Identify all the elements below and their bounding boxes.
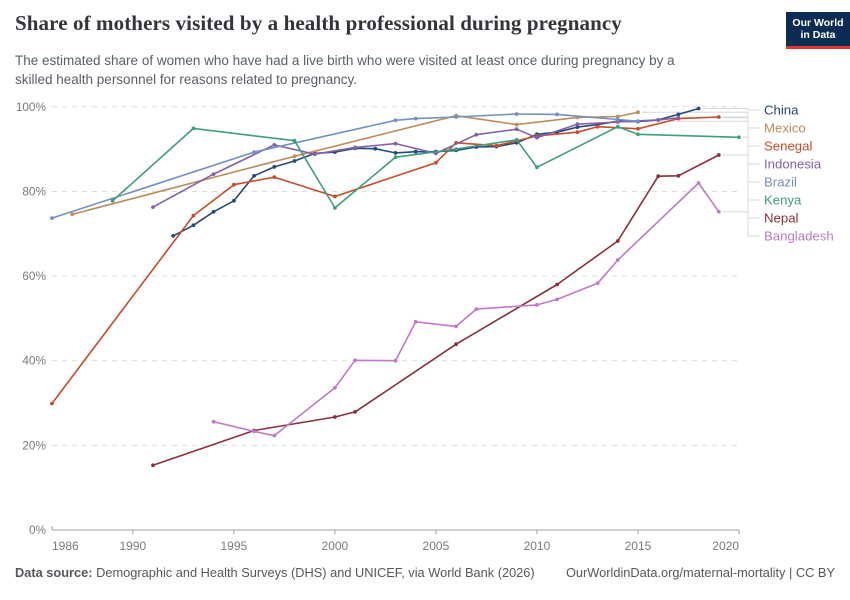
owid-credit-link[interactable]: OurWorldinData.org/maternal-mortality | CC BY <box>565 565 835 580</box>
y-tick-label: 40% <box>22 353 46 368</box>
y-tick-label: 60% <box>22 269 46 284</box>
data-point <box>656 174 660 178</box>
data-point <box>656 118 660 122</box>
series-china <box>171 107 700 238</box>
series-bangladesh <box>212 181 721 437</box>
x-tick-label: 1990 <box>119 539 147 553</box>
subtitle-line-1: The estimated share of women who have had a live birth who were visited at least once during pregnancy by a <box>15 53 675 68</box>
chart-footer <box>15 565 835 580</box>
data-point <box>212 172 216 176</box>
series-mexico <box>70 110 640 216</box>
data-point <box>333 386 337 390</box>
series-line <box>72 112 638 214</box>
y-tick-label: 20% <box>22 438 46 453</box>
data-point <box>353 410 357 414</box>
data-point <box>535 303 539 307</box>
data-point <box>555 298 559 302</box>
data-point <box>333 415 337 419</box>
data-point <box>616 258 620 262</box>
data-point <box>373 147 377 151</box>
data-point <box>252 150 256 154</box>
legend-item-senegal[interactable]: Senegal <box>764 138 813 154</box>
data-point <box>697 181 701 185</box>
legend-item-indonesia[interactable]: Indonesia <box>764 156 822 172</box>
data-point <box>394 151 398 155</box>
page-title: Share of mothers visited by a health professional during pregnancy <box>15 11 622 35</box>
x-tick-label: 2010 <box>523 539 551 553</box>
data-point <box>596 281 600 285</box>
data-point <box>313 152 317 156</box>
data-point <box>394 118 398 122</box>
series-indonesia <box>151 116 680 209</box>
logo-line-2: in Data <box>800 29 836 41</box>
data-point <box>232 183 236 187</box>
data-point <box>677 116 681 120</box>
data-point <box>515 112 519 116</box>
data-point <box>192 214 196 218</box>
subtitle-line-2: skilled health personnel for reasons related to pregnancy. <box>15 72 357 87</box>
data-point <box>252 174 256 178</box>
data-point <box>474 307 478 311</box>
data-point <box>515 123 519 127</box>
x-tick-label: 1986 <box>52 539 79 553</box>
data-point <box>272 165 276 169</box>
data-point <box>414 320 418 324</box>
data-point <box>677 174 681 178</box>
data-point <box>353 146 357 150</box>
data-point <box>171 234 175 238</box>
data-point <box>212 210 216 214</box>
data-point <box>414 117 418 121</box>
data-point <box>353 358 357 362</box>
data-point <box>454 325 458 329</box>
legend-item-mexico[interactable]: Mexico <box>764 120 806 136</box>
series-brazil <box>50 112 640 220</box>
data-point <box>394 359 398 363</box>
data-point <box>50 402 54 406</box>
x-tick-label: 2005 <box>422 539 450 553</box>
series-line <box>153 155 719 465</box>
data-point <box>394 155 398 159</box>
data-point <box>272 434 276 438</box>
data-point <box>535 165 539 169</box>
data-point <box>717 210 721 214</box>
data-point <box>636 132 640 136</box>
legend-connector <box>703 108 760 110</box>
data-point <box>212 420 216 424</box>
series-line <box>52 114 638 218</box>
data-point <box>636 127 640 131</box>
data-point <box>151 205 155 209</box>
data-point <box>192 126 196 130</box>
data-point <box>272 143 276 147</box>
data-source-note <box>15 565 535 580</box>
data-source-text: Demographic and Health Surveys (DHS) and UNICEF, via World Bank (2026) <box>92 565 535 580</box>
data-point <box>717 153 721 157</box>
data-point <box>636 110 640 114</box>
data-point <box>636 119 640 123</box>
legend-item-brazil[interactable]: Brazil <box>764 174 797 190</box>
data-point <box>495 144 499 148</box>
data-point <box>454 342 458 346</box>
data-point <box>555 113 559 117</box>
legend-item-bangladesh[interactable]: Bangladesh <box>764 228 834 244</box>
data-point <box>333 206 337 210</box>
data-point <box>697 107 701 111</box>
data-point <box>576 130 580 134</box>
legend-item-china[interactable]: China <box>764 102 799 118</box>
data-point <box>192 223 196 227</box>
series-line <box>214 183 719 436</box>
legend-connector <box>642 121 760 182</box>
data-point <box>454 115 458 119</box>
data-point <box>293 154 297 158</box>
data-point <box>535 136 539 140</box>
data-point <box>515 138 519 142</box>
series-line <box>153 118 678 207</box>
data-point <box>70 212 74 216</box>
series-nepal <box>151 153 721 467</box>
logo-line-1: Our World <box>792 16 844 29</box>
data-point <box>717 115 721 119</box>
data-point <box>555 283 559 287</box>
x-tick-label: 2000 <box>321 539 349 553</box>
legend-item-nepal[interactable]: Nepal <box>764 210 799 226</box>
y-tick-label: 100% <box>15 99 46 114</box>
data-point <box>394 142 398 146</box>
data-point <box>677 113 681 117</box>
data-point <box>232 199 236 203</box>
data-point <box>151 463 155 467</box>
data-point <box>737 135 741 139</box>
data-point <box>50 216 54 220</box>
series-senegal <box>50 115 721 405</box>
y-tick-label: 80% <box>22 184 46 199</box>
legend-connector <box>743 137 760 200</box>
data-point <box>293 159 297 163</box>
data-point <box>252 430 256 434</box>
data-point <box>474 133 478 137</box>
data-point <box>616 118 620 122</box>
data-point <box>333 195 337 199</box>
data-point <box>111 199 115 203</box>
y-tick-label: 0% <box>28 523 46 537</box>
x-tick-label: 1995 <box>220 539 248 553</box>
data-point <box>576 122 580 126</box>
data-point <box>434 161 438 165</box>
data-source-label: Data source: <box>15 565 93 580</box>
data-point <box>616 125 620 129</box>
data-point <box>616 239 620 243</box>
data-point <box>414 150 418 154</box>
x-tick-label: 2020 <box>712 539 739 553</box>
data-point <box>272 175 276 179</box>
legend-connector <box>723 212 760 236</box>
data-point <box>293 139 297 143</box>
data-point <box>454 147 458 151</box>
data-point <box>515 127 519 131</box>
x-tick-label: 2015 <box>624 539 652 553</box>
data-point <box>596 125 600 129</box>
legend-item-kenya[interactable]: Kenya <box>764 192 802 208</box>
